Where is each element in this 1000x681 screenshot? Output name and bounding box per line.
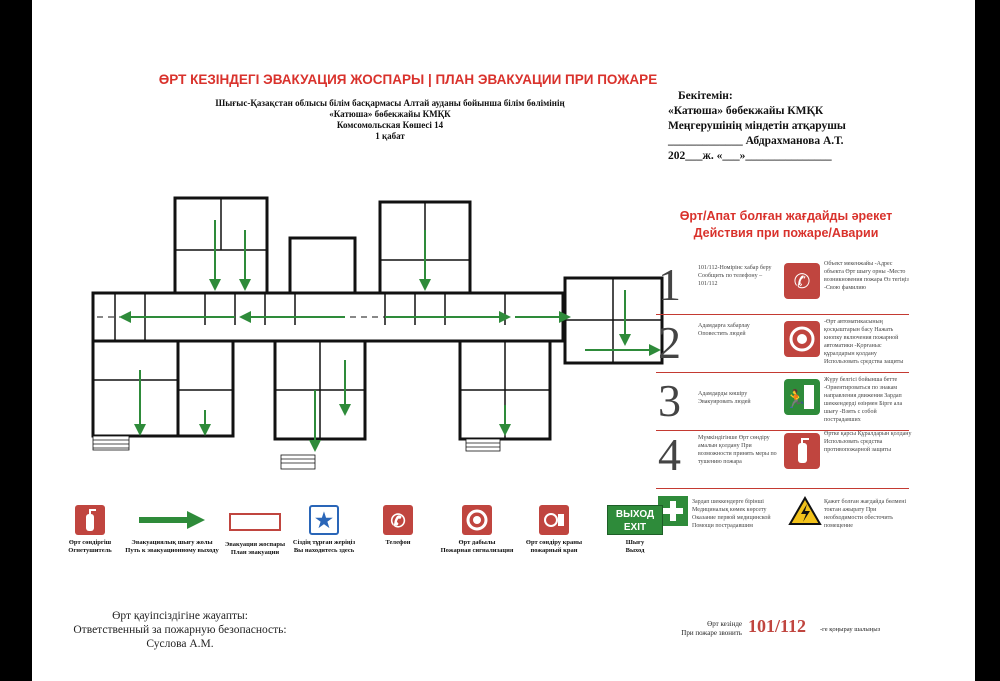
subtitle-line3: Комсомольская Көшесі 14	[336, 120, 444, 130]
actions-title-kz: Өрт/Апат болған жағдайды әрекет	[679, 209, 893, 223]
approval-block	[668, 89, 928, 164]
stairs	[93, 436, 500, 469]
step-text: 101/112-Номірінс хабар беру Сообщить по телефону – 101/112	[698, 265, 772, 287]
legend-label-ru: Огнетушитель	[68, 547, 112, 554]
phone-icon	[784, 263, 820, 299]
exit-icon	[784, 379, 820, 415]
approval-line5: 202___ж. «___»_______________	[668, 150, 832, 162]
fire-alarm-button-icon	[462, 505, 492, 535]
legend-label-kz: Өрт сөндіру краны	[525, 539, 583, 546]
actions-title	[656, 208, 916, 242]
legend-evacuation-route	[117, 505, 227, 555]
legend-extinguisher	[55, 505, 125, 555]
walls	[93, 198, 662, 439]
step-description: Объект мекенжайы -Адрес объекта Өрт шығу орны -Место возникновения пожара Өз тегіңіз -Свою фамилию	[824, 261, 909, 291]
svg-text:✆: ✆	[390, 511, 406, 531]
fire-extinguisher-icon	[75, 505, 105, 535]
telephone-icon	[383, 505, 413, 535]
step-text: Адамдарды көшіру Эвакуировать людей	[698, 391, 751, 405]
emergency-suffix: -ге қоңырау шалыңыз	[820, 626, 881, 633]
evacuation-arrow-icon	[137, 505, 207, 535]
extra-actions	[656, 496, 909, 536]
step-number: 3	[658, 375, 681, 426]
exit-sign-bottom: EXIT	[623, 522, 647, 533]
legend-label-ru: пожарный кран	[530, 547, 578, 554]
step-number: 1	[658, 259, 681, 310]
approval-line4: _____________ Абдрахманова А.Т.	[668, 135, 844, 147]
exit-sign-icon	[607, 505, 663, 535]
svg-text:🏃: 🏃	[784, 389, 808, 409]
electric-text: Қажет болған жағдайда бөлмені токтан ажырату При необходимости обесточить помещение	[824, 499, 907, 529]
subtitle-line2: «Катюша» бөбекжайы КМҚК	[329, 109, 451, 119]
legend-label-kz: Эвакуация жоспары	[224, 541, 286, 548]
page-title: ӨРТ КЕЗІНДЕГІ ЭВАКУАЦИЯ ЖОСПАРЫ | ПЛАН ЭВАКУАЦИИ ПРИ ПОЖАРЕ	[158, 72, 658, 87]
legend-label-ru: Пожарная сигнализация	[440, 547, 514, 554]
action-step-2	[656, 316, 909, 373]
emergency-label-kz: Өрт кезінде	[707, 620, 742, 628]
fire-hose-icon	[539, 505, 569, 535]
step-description: -Өрт автоматикасының қосқыштарын басу Нажать кнопку включения пожарной автоматики -Қорғаныс құралдарын қолдану Использовать средства защиты	[824, 319, 904, 365]
responsible-line1: Өрт қауіпсіздігіне жауапты:	[112, 610, 248, 622]
action-step-1	[656, 258, 909, 315]
evacuation-plan-icon	[229, 513, 281, 531]
floor-plan	[85, 190, 670, 475]
legend-fire-alarm	[440, 505, 514, 555]
step-description: Жүру белгісі бойынша бетте -Ориентироваться по знакам направления движения Зардап шеккендерді өзіңмен Бірге ала шығу -Взять с собой пострадавших	[824, 377, 903, 423]
legend-label-kz: Өрт дабылы	[458, 539, 496, 546]
legend-you-are-here	[288, 505, 360, 555]
subtitle-line4: 1 қабат	[375, 131, 405, 141]
first-aid-text: Зардап шеккендерге бірінші Медициналық көмек көрсету Оказание первой медицинской Помощи пострадавшим	[692, 499, 771, 529]
step-text: Адамдарға хабарлау Оповестить людей	[698, 323, 750, 337]
legend-telephone	[373, 505, 423, 547]
legend-label-ru: Выход	[625, 547, 645, 554]
legend-evacuation-plan	[220, 505, 290, 557]
approval-line3: Меңгерушінің міндетін атқарушы	[668, 120, 846, 132]
action-step-3	[656, 374, 909, 431]
emergency-label	[650, 620, 742, 638]
exit-sign-top: ВЫХОД	[615, 509, 655, 520]
legend-exit	[600, 505, 670, 555]
fire-alarm-icon	[784, 321, 820, 357]
legend-label-kz: Телефон	[385, 539, 411, 546]
legend-label-ru: Путь к эвакуационному выходу	[125, 547, 219, 554]
responsible-name: Суслова А.М.	[146, 638, 214, 650]
emergency-label-ru: При пожаре звонить	[681, 629, 742, 637]
electric-hazard-icon	[788, 496, 822, 526]
action-step-4	[656, 428, 912, 489]
legend-label-ru: План эвакуации	[230, 549, 280, 556]
extinguisher-icon	[784, 433, 820, 469]
actions-title-ru: Действия при пожаре/Аварии	[693, 226, 879, 240]
svg-text:★: ★	[315, 510, 333, 532]
approval-line2: «Катюша» бөбекжайы КМҚК	[668, 105, 824, 117]
step-number: 2	[658, 317, 681, 368]
subtitle-line1: Шығыс-Қазақстан облысы білім басқармасы Алтай ауданы бойынша білім бөлімінің	[215, 98, 565, 108]
step-number: 4	[658, 429, 681, 480]
svg-text:✆: ✆	[793, 271, 811, 293]
legend-label-kz: Эвакуациялық шығу жолы	[131, 539, 213, 546]
step-text: Мүмкіндігінше Өрт сөндіру амалын қолдану При возможности принять меры по тушению пожара	[698, 435, 777, 465]
evacuation-routes	[125, 220, 655, 446]
responsible-block	[60, 609, 300, 651]
responsible-line2: Ответственный за пожарную безопасность:	[73, 624, 287, 636]
legend-label-kz: Шығу	[625, 539, 645, 546]
approval-line1: Бекітемін:	[678, 90, 733, 102]
you-are-here-icon	[309, 505, 339, 535]
legend-label-kz: Өрт сөндіргіш	[68, 539, 112, 546]
legend-fire-hose	[518, 505, 590, 555]
legend-label-ru: Вы находитесь здесь	[293, 547, 355, 554]
emergency-number: 101/112	[748, 616, 807, 636]
step-description: Өртке қарсы Құралдарын қолдану Использовать средства противопожарной защиты	[824, 431, 912, 453]
subtitle	[180, 98, 600, 142]
legend-label-kz: Сіздің тұрған жеріңіз	[292, 539, 356, 546]
